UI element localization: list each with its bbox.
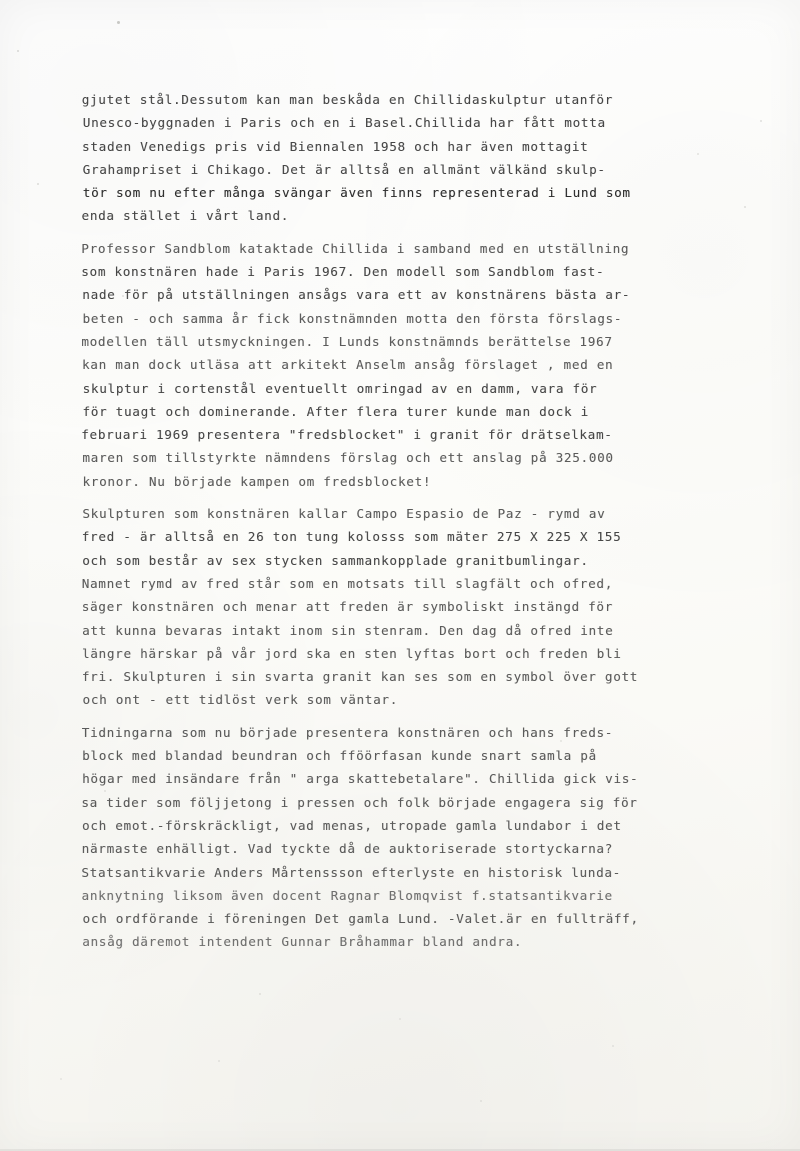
text-line: att kunna bevaras intakt inom sin stenram. Den dag då ofred inte: [82, 622, 614, 638]
text-line: och ont - ett tidlöst verk som väntar.: [82, 692, 399, 708]
text-line: tör som nu efter många svängar även finns representerad i Lund som: [82, 185, 631, 201]
paragraph-4: [82, 721, 722, 954]
document-body: [82, 88, 722, 958]
text-line: beten - och samma år fick konstnämnden motta den första förslags-: [82, 310, 623, 326]
text-line: kan man dock utläsa att arkitekt Anselm ansåg förslaget , med en: [82, 357, 614, 373]
text-line: modellen täll utsmyckningen. I Lunds konstnämnds berättelse 1967: [81, 333, 613, 349]
paper-speck: [744, 206, 746, 208]
text-line: februari 1969 presentera "fredsblocket" i granit för drätselkam-: [81, 427, 613, 443]
paragraph-1: [82, 88, 722, 228]
paragraph-2: [82, 237, 722, 493]
text-line: sa tider som följjetong i pressen och folk började engagera sig för: [81, 794, 638, 810]
paper-speck: [218, 1060, 220, 1062]
paper-speck: [37, 183, 39, 185]
text-line: Professor Sandblom kataktade Chillida i samband med en utställning: [81, 240, 630, 256]
text-line: nade för på utställningen ansågs vara ett av konstnärens bästa ar-: [82, 287, 631, 303]
paper-speck: [17, 50, 19, 52]
text-line: säger konstnären och menar att freden är symboliskt instängd för: [81, 599, 614, 615]
text-line: ansåg däremot intendent Gunnar Bråhammar bland andra.: [82, 934, 523, 950]
text-line: maren som tillstyrkte nämndens förslag och ett anslag på 325.000: [82, 450, 614, 466]
text-line: högar med insändare från " arga skattebetalare". Chillida gick vis-: [82, 771, 639, 787]
text-line: och som består av sex stycken sammankopplade granitbumlingar.: [82, 552, 589, 568]
text-line: anknytning liksom även docent Ragnar Blomqvist f.statsantikvarie: [81, 887, 613, 903]
paper-speck: [612, 1045, 614, 1047]
text-line: enda stället i vårt land.: [81, 208, 290, 224]
paper-speck: [760, 120, 762, 122]
paper-speck: [399, 1018, 401, 1020]
text-line: Grahampriset i Chikago. Det är alltså en allmänt välkänd skulp-: [82, 161, 606, 177]
text-line: längre härskar på vår jord ska en sten lyftas bort och freden bli: [81, 645, 622, 661]
text-line: närmaste enhälligt. Vad tyckte då de auktoriserade stortyckarna?: [81, 841, 614, 857]
text-line: och emot.-förskräckligt, vad menas, utropade gamla lundabor i det: [82, 817, 622, 833]
text-line: kronor. Nu började kampen om fredsblocket!: [82, 473, 432, 489]
text-line: som konstnären hade i Paris 1967. Den modell som Sandblom fast-: [81, 264, 605, 280]
text-line: Statsantikvarie Anders Mårtenssson efterlyste en historisk lunda-: [81, 864, 621, 880]
text-line: Skulpturen som konstnären kallar Campo Espasio de Paz - rymd av: [82, 506, 606, 522]
paragraph-3: [82, 502, 722, 712]
text-line: Unesco-byggnaden i Paris och en i Basel.Chillida har fått motta: [82, 115, 606, 131]
paper-speck: [117, 21, 120, 24]
text-line: block med blandad beundran och fföörfasan kunde snart samla på: [82, 748, 597, 764]
text-line: fred - är alltså en 26 ton tung kolosss som mäter 275 X 225 X 155: [81, 529, 622, 545]
paper-speck: [480, 1100, 482, 1102]
text-line: fri. Skulpturen i sin svarta granit kan ses som en symbol över gott: [81, 669, 639, 685]
text-line: Tidningarna som nu började presentera konstnären och hans freds-: [81, 724, 614, 740]
text-line: Namnet rymd av fred står som en motsats till slagfält och ofred,: [81, 575, 614, 591]
text-line: för tuagt och dominerande. After flera turer kunde man dock i: [82, 403, 589, 419]
text-line: gjutet stål.Dessutom kan man beskåda en Chillidaskulptur utanför: [81, 92, 614, 107]
text-line: skulptur i cortenstål eventuellt omringad av en damm, vara för: [82, 380, 598, 396]
text-line: staden Venedigs pris vid Biennalen 1958 och har även mottagit: [82, 138, 589, 154]
text-line: och ordförande i föreningen Det gamla Lund. -Valet.är en fullträff,: [82, 911, 639, 927]
paper-speck: [60, 1078, 62, 1080]
paper-speck: [259, 993, 261, 995]
